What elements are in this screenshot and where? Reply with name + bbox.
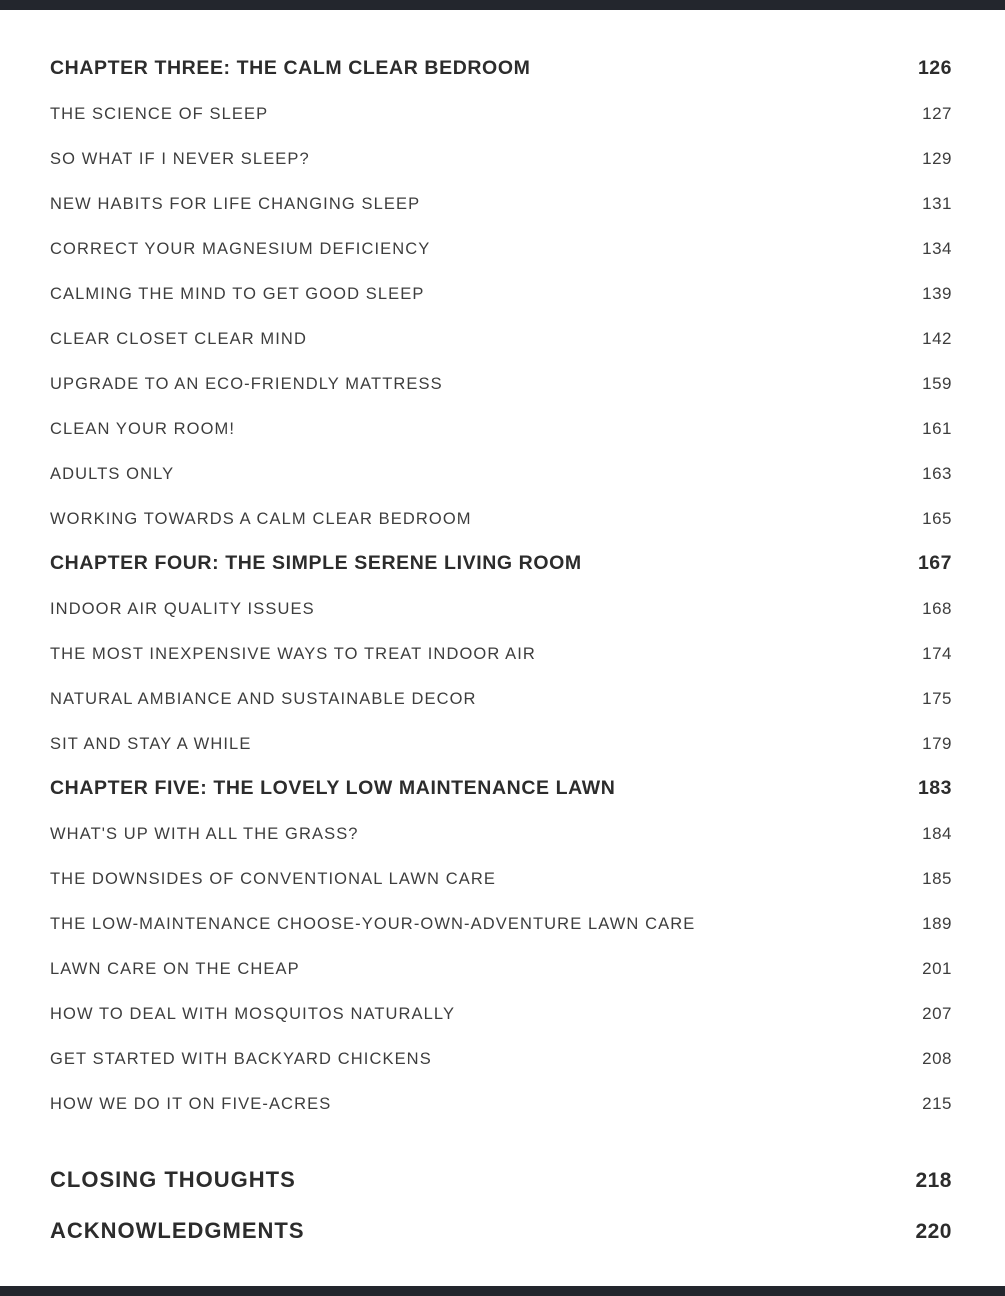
toc-entry-label: INDOOR AIR QUALITY ISSUES [50, 600, 315, 618]
toc-entry-label: THE LOW-MAINTENANCE CHOOSE-YOUR-OWN-ADVENTURE LAWN CARE [50, 915, 696, 933]
toc-page-number: 201 [922, 959, 952, 978]
toc-entry-label: CLEAN YOUR ROOM! [50, 420, 236, 438]
toc-row [50, 1205, 952, 1256]
toc-row [50, 1081, 952, 1126]
toc-row [50, 406, 952, 451]
toc-row [50, 1154, 952, 1205]
toc-row [50, 721, 952, 766]
toc-row [50, 586, 952, 631]
toc-entry-label: CHAPTER THREE: THE CALM CLEAR BEDROOM [50, 57, 531, 79]
toc-page-number: 142 [922, 329, 952, 348]
toc-row [50, 811, 952, 856]
toc-page-number: 129 [922, 149, 952, 168]
toc-entry-label: SIT AND STAY A WHILE [50, 735, 252, 753]
toc-entry-label: WHAT'S UP WITH ALL THE GRASS? [50, 825, 359, 843]
toc-page-number: 126 [917, 57, 952, 79]
toc-entry-label: UPGRADE TO AN ECO-FRIENDLY MATTRESS [50, 375, 443, 393]
toc-page-number: 165 [922, 509, 952, 528]
toc-entry-label: LAWN CARE ON THE CHEAP [50, 960, 300, 978]
toc-entry-label: CHAPTER FOUR: THE SIMPLE SERENE LIVING ROOM [50, 552, 582, 574]
toc-entry-label: SO WHAT IF I NEVER SLEEP? [50, 150, 310, 168]
toc-page-number: 183 [917, 777, 952, 799]
toc-entry-label: CHAPTER FIVE: THE LOVELY LOW MAINTENANCE LAWN [50, 777, 616, 799]
table-of-contents [50, 10, 952, 1256]
toc-entry-label: THE SCIENCE OF SLEEP [50, 105, 269, 123]
toc-entry-label: CLOSING THOUGHTS [50, 1167, 296, 1192]
toc-page-number: 179 [922, 734, 952, 753]
toc-entry-label: ACKNOWLEDGMENTS [50, 1218, 305, 1243]
top-border-bar [0, 0, 1005, 10]
toc-page-number: 207 [922, 1004, 952, 1023]
toc-page-number: 218 [915, 1169, 952, 1192]
toc-page-number: 185 [922, 869, 952, 888]
toc-entry-label: THE DOWNSIDES OF CONVENTIONAL LAWN CARE [50, 870, 496, 888]
toc-entry-label: NEW HABITS FOR LIFE CHANGING SLEEP [50, 195, 421, 213]
toc-entry-label: GET STARTED WITH BACKYARD CHICKENS [50, 1050, 432, 1068]
toc-row [50, 136, 952, 181]
toc-row [50, 631, 952, 676]
bottom-border-bar [0, 1286, 1005, 1296]
toc-page-number: 161 [922, 419, 952, 438]
toc-page-number: 189 [922, 914, 952, 933]
toc-page-number: 167 [917, 552, 952, 574]
toc-page-number: 134 [922, 239, 952, 258]
toc-row [50, 766, 952, 811]
toc-entry-label: CORRECT YOUR MAGNESIUM DEFICIENCY [50, 240, 431, 258]
toc-page-number: 184 [922, 824, 952, 843]
toc-list [50, 10, 952, 1126]
toc-row [50, 496, 952, 541]
toc-row [50, 46, 952, 91]
toc-row [50, 361, 952, 406]
toc-row [50, 676, 952, 721]
toc-page-number: 220 [915, 1220, 952, 1243]
toc-row [50, 316, 952, 361]
toc-entry-label: ADULTS ONLY [50, 465, 175, 483]
toc-row [50, 541, 952, 586]
toc-row [50, 226, 952, 271]
toc-row [50, 181, 952, 226]
toc-page-number: 215 [922, 1094, 952, 1113]
toc-page-number: 159 [922, 374, 952, 393]
toc-page-number: 139 [922, 284, 952, 303]
toc-page-number: 163 [922, 464, 952, 483]
back-matter-list [50, 1154, 952, 1256]
toc-page-number: 127 [922, 104, 952, 123]
toc-page-number: 175 [922, 689, 952, 708]
toc-page-number: 208 [922, 1049, 952, 1068]
toc-row [50, 856, 952, 901]
toc-row [50, 946, 952, 991]
toc-row [50, 271, 952, 316]
toc-entry-label: CLEAR CLOSET CLEAR MIND [50, 330, 307, 348]
toc-entry-label: NATURAL AMBIANCE AND SUSTAINABLE DECOR [50, 690, 477, 708]
toc-row [50, 901, 952, 946]
toc-entry-label: WORKING TOWARDS A CALM CLEAR BEDROOM [50, 510, 472, 528]
toc-row [50, 1036, 952, 1081]
toc-page-number: 168 [922, 599, 952, 618]
toc-page-number: 131 [922, 194, 952, 213]
toc-row [50, 451, 952, 496]
toc-row [50, 91, 952, 136]
toc-entry-label: THE MOST INEXPENSIVE WAYS TO TREAT INDOOR AIR [50, 645, 536, 663]
toc-entry-label: CALMING THE MIND TO GET GOOD SLEEP [50, 285, 425, 303]
toc-entry-label: HOW TO DEAL WITH MOSQUITOS NATURALLY [50, 1005, 456, 1023]
toc-row [50, 991, 952, 1036]
toc-entry-label: HOW WE DO IT ON FIVE-ACRES [50, 1095, 332, 1113]
toc-page-number: 174 [922, 644, 952, 663]
